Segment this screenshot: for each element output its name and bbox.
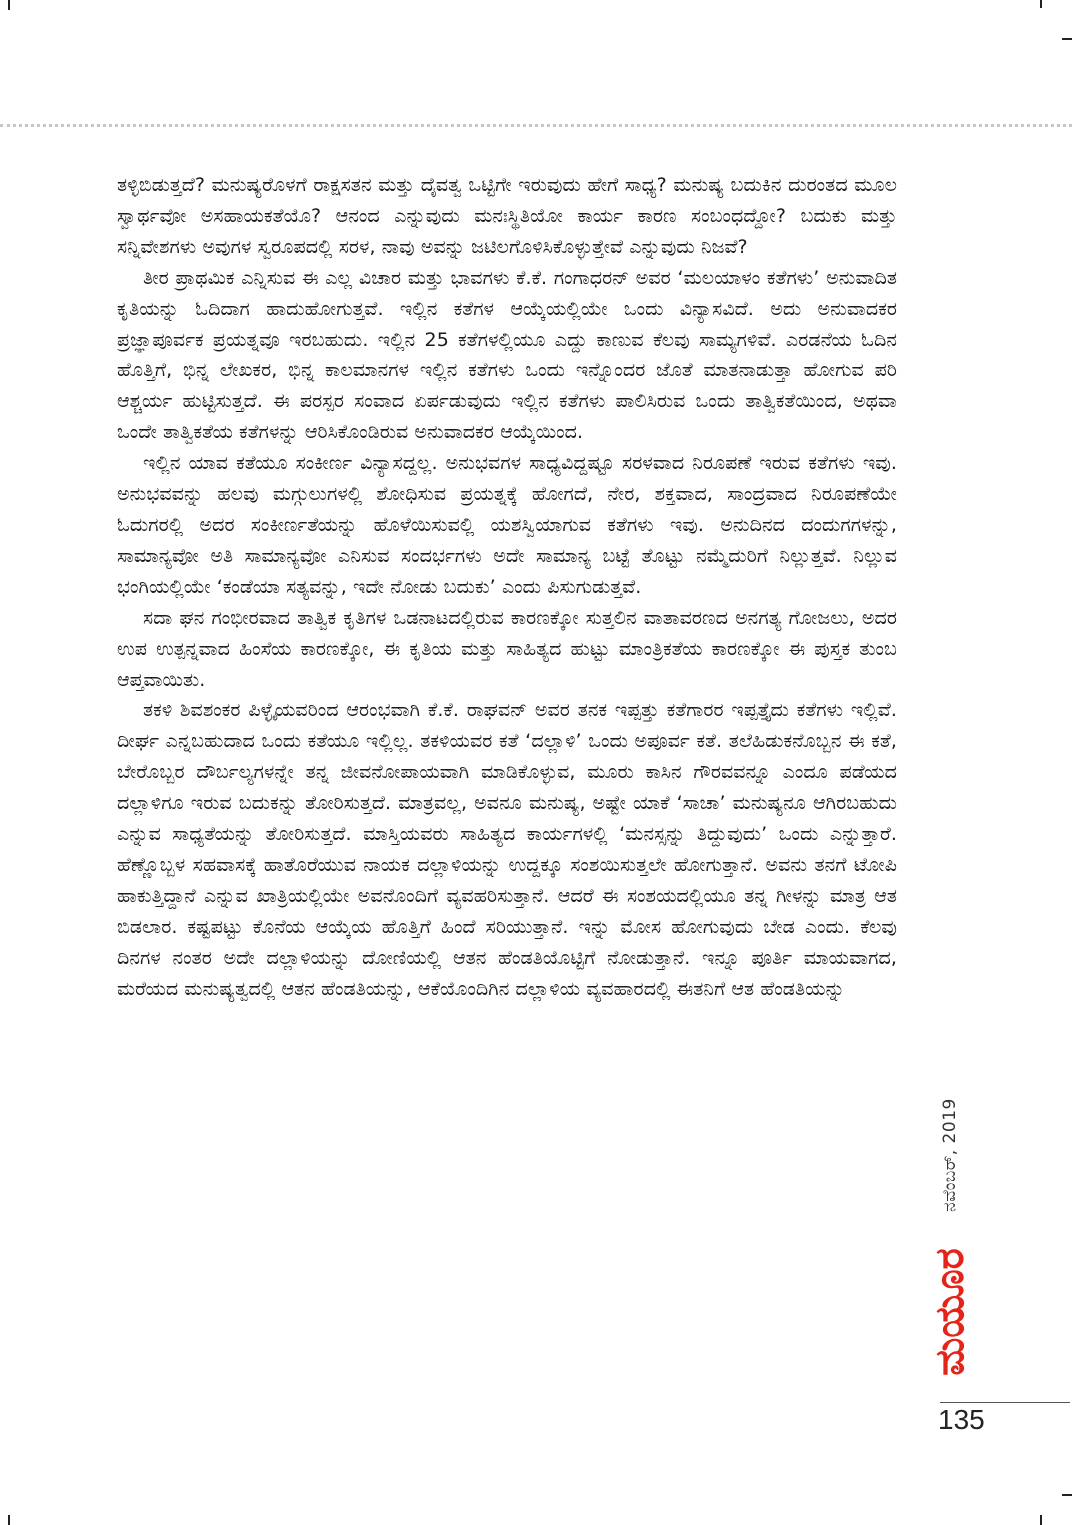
article-body [117, 170, 897, 1004]
header-dotted-rule [0, 124, 1072, 127]
crop-mark-right-upper [1062, 38, 1072, 40]
crop-mark-bottom-right [1040, 1515, 1042, 1525]
crop-mark-bottom-left [8, 1515, 10, 1525]
crop-mark-top-left [8, 0, 10, 10]
magazine-masthead [920, 1232, 980, 1392]
folio-rule [940, 1402, 1070, 1403]
crop-mark-right-lower [1062, 1494, 1072, 1496]
masthead-logo-text: ಮಯೂರ [927, 1248, 973, 1376]
paragraph: ಇಲ್ಲಿನ ಯಾವ ಕತೆಯೂ ಸಂಕೀರ್ಣ ವಿನ್ಯಾಸದ್ದಲ್ಲ. ಅನುಭವಗಳ ಸಾಧ್ಯವಿದ್ದಷ್ಟೂ ಸರಳವಾದ ನಿರೂಪಣೆ ಇರುವ ಕತೆಗಳು ಇವು. ಅನುಭವವನ್ನು ಹಲವು ಮಗ್ಗುಲುಗಳಲ್ಲಿ ಶೋಧಿಸುವ ಪ್ರಯತ್ನಕ್ಕೆ ಹೋಗದೆ, ನೇರ, ಶಕ್ತವಾದ, ಸಾಂದ್ರವಾದ ನಿರೂಪಣೆಯೇ ಓದುಗರಲ್ಲಿ ಅದರ ಸಂಕೀರ್ಣತೆಯನ್ನು ಹೊಳೆಯಿಸುವಲ್ಲಿ ಯಶಸ್ವಿಯಾಗುವ ಕತೆಗಳು ಇವು. ಅನುದಿನದ ದಂದುಗಗಳನ್ನು, ಸಾಮಾನ್ಯವೋ ಅತಿ ಸಾಮಾನ್ಯವೋ ಎನಿಸುವ ಸಂದರ್ಭಗಳು ಅದೇ ಸಾಮಾನ್ಯ ಬಟ್ಟೆ ತೊಟ್ಟು ನಮ್ಮೆದುರಿಗೆ ನಿಲ್ಲುತ್ತವೆ. ನಿಲ್ಲುವ ಭಂಗಿಯಲ್ಲಿಯೇ ‘ಕಂಡೆಯಾ ಸತ್ಯವನ್ನು, ಇದೇ ನೋಡು ಬದುಕು’ ಎಂದು ಪಿಸುಗುಡುತ್ತವೆ. [117, 452, 897, 598]
paragraph: ತೀರ ಪ್ರಾಥಮಿಕ ಎನ್ನಿಸುವ ಈ ಎಲ್ಲ ವಿಚಾರ ಮತ್ತು ಭಾವಗಳು ಕೆ.ಕೆ. ಗಂಗಾಧರನ್ ಅವರ ‘ಮಲಯಾಳಂ ಕತೆಗಳು’ ಅನುವಾದಿತ ಕೃತಿಯನ್ನು ಓದಿದಾಗ ಹಾದುಹೋಗುತ್ತವೆ. ಇಲ್ಲಿನ ಕತೆಗಳ ಆಯ್ಕೆಯಲ್ಲಿಯೇ ಒಂದು ವಿನ್ಯಾಸವಿದೆ. ಅದು ಅನುವಾದಕರ ಪ್ರಜ್ಞಾಪೂರ್ವಕ ಪ್ರಯತ್ನವೂ ಇರಬಹುದು. ಇಲ್ಲಿನ 25 ಕತೆಗಳಲ್ಲಿಯೂ ಎದ್ದು ಕಾಣುವ ಕೆಲವು ಸಾಮ್ಯಗಳಿವೆ. ಎರಡನೆಯ ಓದಿನ ಹೊತ್ತಿಗೆ, ಭಿನ್ನ ಲೇಖಕರ, ಭಿನ್ನ ಕಾಲಮಾನಗಳ ಇಲ್ಲಿನ ಕತೆಗಳು ಒಂದು ಇನ್ನೊಂದರ ಜೊತೆ ಮಾತನಾಡುತ್ತಾ ಹೋಗುವ ಪರಿ ಆಶ್ಚರ್ಯ ಹುಟ್ಟಿಸುತ್ತದೆ. ಈ ಪರಸ್ಪರ ಸಂವಾದ ಏರ್ಪಡುವುದು ಇಲ್ಲಿನ ಕತೆಗಳು ಪಾಲಿಸಿರುವ ಒಂದು ತಾತ್ವಿಕತೆಯಿಂದ, ಅಥವಾ ಒಂದೇ ತಾತ್ವಿಕತೆಯ ಕತೆಗಳನ್ನು ಆರಿಸಿಕೊಂಡಿರುವ ಅನುವಾದಕರ ಆಯ್ಕೆಯಿಂದ. [117, 266, 897, 444]
issue-date-text: ನವೆಂಬರ್, 2019 [940, 1098, 960, 1212]
crop-mark-top-right [1040, 0, 1042, 8]
paragraph: ತಕಳಿ ಶಿವಶಂಕರ ಪಿಳ್ಳೈಯವರಿಂದ ಆರಂಭವಾಗಿ ಕೆ.ಕೆ. ರಾಘವನ್ ಅವರ ತನಕ ಇಪ್ಪತ್ತು ಕತೆಗಾರರ ಇಪ್ಪತ್ತೈದು ಕತೆಗಳು ಇಲ್ಲಿವೆ. ದೀರ್ಘ ಎನ್ನಬಹುದಾದ ಒಂದು ಕತೆಯೂ ಇಲ್ಲಿಲ್ಲ. ತಕಳಿಯವರ ಕತೆ ‘ದಲ್ಲಾಳಿ’ ಒಂದು ಅಪೂರ್ವ ಕತೆ. ತಲೆಹಿಡುಕನೊಬ್ಬನ ಈ ಕತೆ, ಬೇರೊಬ್ಬರ ದೌರ್ಬಲ್ಯಗಳನ್ನೇ ತನ್ನ ಜೀವನೋಪಾಯವಾಗಿ ಮಾಡಿಕೊಳ್ಳುವ, ಮೂರು ಕಾಸಿನ ಗೌರವವನ್ನೂ ಎಂದೂ ಪಡೆಯದ ದಲ್ಲಾಳಿಗೂ ಇರುವ ಬದುಕನ್ನು ತೋರಿಸುತ್ತದೆ. ಮಾತ್ರವಲ್ಲ, ಅವನೂ ಮನುಷ್ಯ, ಅಷ್ಟೇ ಯಾಕೆ ‘ಸಾಚಾ’ ಮನುಷ್ಯನೂ ಆಗಿರಬಹುದು ಎನ್ನುವ ಸಾಧ್ಯತೆಯನ್ನು ತೋರಿಸುತ್ತದೆ. ಮಾಸ್ತಿಯವರು ಸಾಹಿತ್ಯದ ಕಾರ್ಯಗಳಲ್ಲಿ ‘ಮನಸ್ಸನ್ನು ತಿದ್ದುವುದು’ ಒಂದು ಎನ್ನುತ್ತಾರೆ. ಹೆಣ್ಣೊಬ್ಬಳ ಸಹವಾಸಕ್ಕೆ ಹಾತೊರೆಯುವ ನಾಯಕ ದಲ್ಲಾಳಿಯನ್ನು ಉದ್ದಕ್ಕೂ ಸಂಶಯಿಸುತ್ತಲೇ ಹೋಗುತ್ತಾನೆ. ಅವನು ತನಗೆ ಟೋಪಿ ಹಾಕುತ್ತಿದ್ದಾನೆ ಎನ್ನುವ ಖಾತ್ರಿಯಲ್ಲಿಯೇ ಅವನೊಂದಿಗೆ ವ್ಯವಹರಿಸುತ್ತಾನೆ. ಆದರೆ ಈ ಸಂಶಯದಲ್ಲಿಯೂ ತನ್ನ ಗೀಳನ್ನು ಮಾತ್ರ ಆತ ಬಿಡಲಾರ. ಕಷ್ಟಪಟ್ಟು ಕೊನೆಯ ಆಯ್ಕೆಯ ಹೊತ್ತಿಗೆ ಹಿಂದೆ ಸರಿಯುತ್ತಾನೆ. ಇನ್ನು ಮೋಸ ಹೋಗುವುದು ಬೇಡ ಎಂದು. ಕೆಲವು ದಿನಗಳ ನಂತರ ಅದೇ ದಲ್ಲಾಳಿಯನ್ನು ದೋಣಿಯಲ್ಲಿ ಆತನ ಹೆಂಡತಿಯೊಟ್ಟಿಗೆ ನೋಡುತ್ತಾನೆ. ಇನ್ನೂ ಪೂರ್ತಿ ಮಾಯವಾಗದ, ಮರೆಯದ ಮನುಷ್ಯತ್ವದಲ್ಲಿ ಆತನ ಹೆಂಡತಿಯನ್ನು, ಆಕೆಯೊಂದಿಗಿನ ದಲ್ಲಾಳಿಯ ವ್ಯವಹಾರದಲ್ಲಿ ಈತನಿಗೆ ಆತ ಹೆಂಡತಿಯನ್ನು [117, 699, 897, 1000]
issue-date [920, 1090, 980, 1220]
page-number: 135 [938, 1404, 985, 1435]
paragraph: ಸದಾ ಘನ ಗಂಭೀರವಾದ ತಾತ್ವಿಕ ಕೃತಿಗಳ ಒಡನಾಟದಲ್ಲಿರುವ ಕಾರಣಕ್ಕೋ ಸುತ್ತಲಿನ ವಾತಾವರಣದ ಅನಗತ್ಯ ಗೋಜಲು, ಅದರ ಉಪ ಉತ್ಪನ್ನವಾದ ಹಿಂಸೆಯ ಕಾರಣಕ್ಕೋ, ಈ ಕೃತಿಯ ಮತ್ತು ಸಾಹಿತ್ಯದ ಹುಟ್ಟು ಮಾಂತ್ರಿಕತೆಯ ಕಾರಣಕ್ಕೋ ಈ ಪುಸ್ತಕ ತುಂಬ ಆಪ್ತವಾಯಿತು. [117, 606, 897, 691]
paragraph: ತಳ್ಳಿಬಿಡುತ್ತದೆ? ಮನುಷ್ಯರೊಳಗೆ ರಾಕ್ಷಸತನ ಮತ್ತು ದೈವತ್ವ ಒಟ್ಟಿಗೇ ಇರುವುದು ಹೇಗೆ ಸಾಧ್ಯ? ಮನುಷ್ಯ ಬದುಕಿನ ದುರಂತದ ಮೂಲ ಸ್ವಾರ್ಥವೋ ಅಸಹಾಯಕತೆಯೊ? ಆನಂದ ಎನ್ನುವುದು ಮನಃಸ್ಥಿತಿಯೋ ಕಾರ್ಯ ಕಾರಣ ಸಂಬಂಧದ್ದೋ? ಬದುಕು ಮತ್ತು ಸನ್ನಿವೇಶಗಳು ಅವುಗಳ ಸ್ವರೂಪದಲ್ಲಿ ಸರಳ, ನಾವು ಅವನ್ನು ಜಟಿಲಗೊಳಿಸಿಕೊಳ್ಳುತ್ತೇವೆ ಎನ್ನುವುದು ನಿಜವೆ? [117, 174, 897, 258]
